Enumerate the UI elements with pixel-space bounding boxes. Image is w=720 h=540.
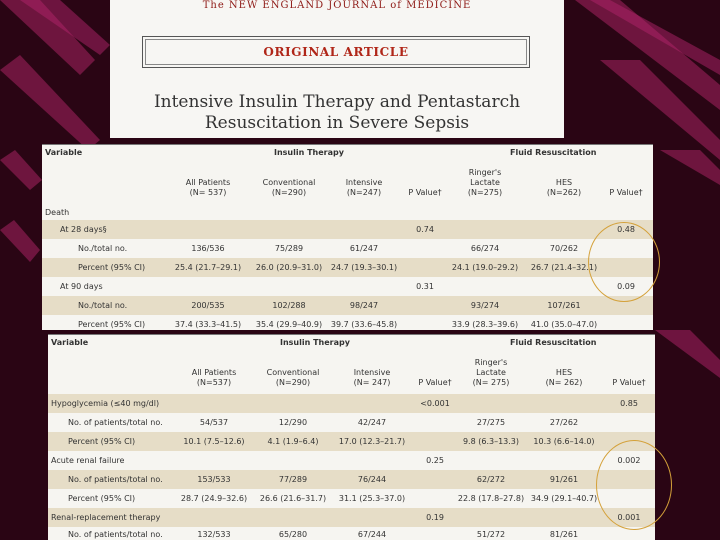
- table-row: Percent (95% CI) 37.4 (33.3–41.5) 35.4 (29.9–40.9) 39.7 (33.6–45.8) 33.9 (28.3–39.6) 41.0 (35.0–47.0): [78, 320, 598, 329]
- col-intensive: Intensive (N=247): [345, 178, 383, 197]
- table-row: Acute renal failure 0.25 0.002: [51, 456, 641, 465]
- table-row: No./total no. 136/536 75/289 61/247 66/274 70/262: [78, 244, 579, 253]
- col-hes: HES (N=262): [546, 178, 582, 197]
- table-row: Percent (95% CI) 10.1 (7.5–12.6) 4.1 (1.9–6.4) 17.0 (12.3–21.7) 9.8 (6.3–13.3) 10.3 (6.6–14.0): [48, 432, 655, 451]
- article-header: [110, 0, 564, 138]
- col-hes: HES (N= 262): [545, 368, 583, 387]
- article-title-line1: Intensive Insulin Therapy and Pentastarch: [153, 92, 521, 112]
- col-all-patients: All Patients (N= 537): [185, 178, 231, 197]
- col-intensive: Intensive (N= 247): [353, 368, 391, 387]
- header-variable: Variable: [45, 148, 83, 157]
- table-rule: [42, 144, 653, 145]
- col-p-value-fluid: P Value†: [609, 188, 643, 197]
- col-ringers-lactate: Ringer's Lactate (N=275): [467, 168, 503, 197]
- table-row: At 28 days§ 0.74 0.48: [42, 220, 653, 239]
- table-row: Percent (95% CI) 25.4 (21.7–29.1) 26.0 (20.9–31.0) 24.7 (19.3–30.1) 24.1 (19.0–29.2) 26.7 (21.4–32.1): [42, 258, 653, 277]
- col-p-value-fluid: P Value†: [612, 378, 646, 387]
- col-p-value-insulin: P Value†: [418, 378, 452, 387]
- article-title: [110, 92, 564, 134]
- col-conventional: Conventional (N=290): [266, 368, 320, 387]
- header-fluid-resuscitation: Fluid Resuscitation: [510, 338, 597, 347]
- section-death: Death: [45, 208, 70, 217]
- header-variable: Variable: [51, 338, 89, 347]
- header-insulin-therapy: Insulin Therapy: [274, 148, 344, 157]
- header-fluid-resuscitation: Fluid Resuscitation: [510, 148, 597, 157]
- table-row: Renal-replacement therapy 0.19 0.001: [48, 508, 655, 527]
- section-label: ORIGINAL ARTICLE: [263, 45, 409, 59]
- table-row: Hypoglycemia (≤40 mg/dl) <0.001 0.85: [48, 394, 655, 413]
- section-box: [142, 36, 530, 68]
- highlight-circle: [596, 440, 672, 530]
- highlight-circle: [588, 222, 660, 302]
- table-rule: [48, 334, 655, 335]
- journal-name: The NEW ENGLAND JOURNAL of MEDICINE: [202, 0, 472, 11]
- table-row: Percent (95% CI) 28.7 (24.9–32.6) 26.6 (21.6–31.7) 31.1 (25.3–37.0) 22.8 (17.8–27.8) 34.9 (29.1–40.7): [68, 494, 598, 503]
- col-p-value-insulin: P Value†: [408, 188, 442, 197]
- col-conventional: Conventional (N=290): [262, 178, 316, 197]
- table-row: No. of patients/total no. 153/533 77/289 76/244 62/272 91/261: [48, 470, 655, 489]
- article-title-line2: Resuscitation in Severe Sepsis: [204, 113, 470, 133]
- col-all-patients: All Patients (N=537): [191, 368, 237, 387]
- table-row: No. of patients/total no. 132/533 65/280 67/244 51/272 81/261: [68, 530, 579, 539]
- col-ringers-lactate: Ringer's Lactate (N= 275): [472, 358, 510, 387]
- header-insulin-therapy: Insulin Therapy: [280, 338, 350, 347]
- table-row: No./total no. 200/535 102/288 98/247 93/274 107/261: [42, 296, 653, 315]
- death-table: [42, 144, 653, 330]
- table-row: No. of patients/total no. 54/537 12/290 42/247 27/275 27/262: [68, 418, 579, 427]
- table-row: At 90 days 0.31 0.09: [60, 282, 635, 291]
- outcomes-table: [48, 334, 655, 540]
